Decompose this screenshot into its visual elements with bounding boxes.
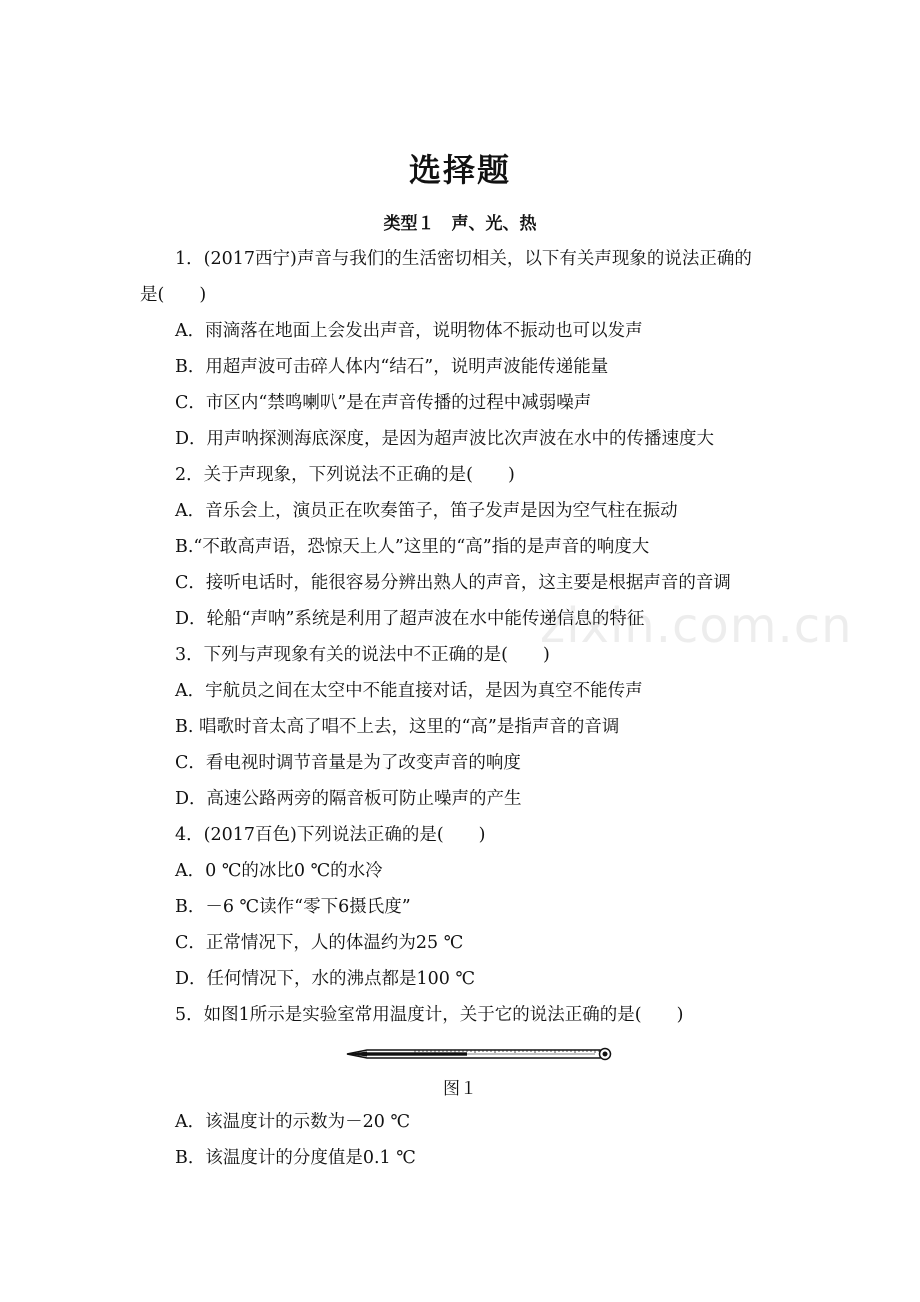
q3-option-c: C．看电视时调节音量是为了改变声音的响度 [175,753,521,773]
q5-option-a: A．该温度计的示数为－20 ℃ [175,1112,411,1132]
q1-option-c: C．市区内“禁鸣喇叭”是在声音传播的过程中减弱噪声 [175,393,592,413]
section-heading: 类型１ 声、光、热 [383,214,537,234]
q1-stem: 1．(2017西宁)声音与我们的生活密切相关，以下有关声现象的说法正确的 [175,249,752,269]
q1-option-b: B．用超声波可击碎人体内“结石”，说明声波能传递能量 [175,357,609,377]
q4-option-b: B．－6 ℃读作“零下6摄氏度” [175,897,411,917]
q1-option-d: D．用声呐探测海底深度，是因为超声波比次声波在水中的传播速度大 [175,429,715,449]
q2-option-d: D．轮船“声呐”系统是利用了超声波在水中能传递信息的特征 [175,609,645,629]
q2-option-b: B.“不敢高声语，恐惊天上人”这里的“高”指的是声音的响度大 [175,537,650,557]
q1-stem-cont: 是( ) [140,285,207,305]
q2-option-c: C．接听电话时，能很容易分辨出熟人的声音，这主要是根据声音的音调 [175,573,731,593]
q5-option-b: B．该温度计的分度值是0.1 ℃ [175,1148,416,1168]
watermark: zixin.com.cn [540,598,853,654]
q4-option-c: C．正常情况下，人的体温约为25 ℃ [175,933,464,953]
q2-stem: 2．关于声现象，下列说法不正确的是( ) [175,465,515,485]
q4-option-d: D．任何情况下，水的沸点都是100 ℃ [175,969,476,989]
q2-option-a: A．音乐会上，演员正在吹奏笛子，笛子发声是因为空气柱在振动 [175,501,678,521]
q3-option-b: B. 唱歌时音太高了唱不上去，这里的“高”是指声音的音调 [175,717,620,737]
thermometer-figure [345,1042,615,1066]
figure-caption: 图１ [443,1079,477,1099]
page-title: 选择题 [408,151,511,189]
q3-option-a: A．宇航员之间在太空中不能直接对话，是因为真空不能传声 [175,681,643,701]
q3-stem: 3．下列与声现象有关的说法中不正确的是( ) [175,645,550,665]
q5-stem: 5．如图1所示是实验室常用温度计，关于它的说法正确的是( ) [175,1005,684,1025]
q3-option-d: D．高速公路两旁的隔音板可防止噪声的产生 [175,789,522,809]
q1-option-a: A．雨滴落在地面上会发出声音，说明物体不振动也可以发声 [175,321,643,341]
q4-option-a: A．0 ℃的冰比0 ℃的水冷 [175,861,383,881]
q4-stem: 4．(2017百色)下列说法正确的是( ) [175,825,486,845]
